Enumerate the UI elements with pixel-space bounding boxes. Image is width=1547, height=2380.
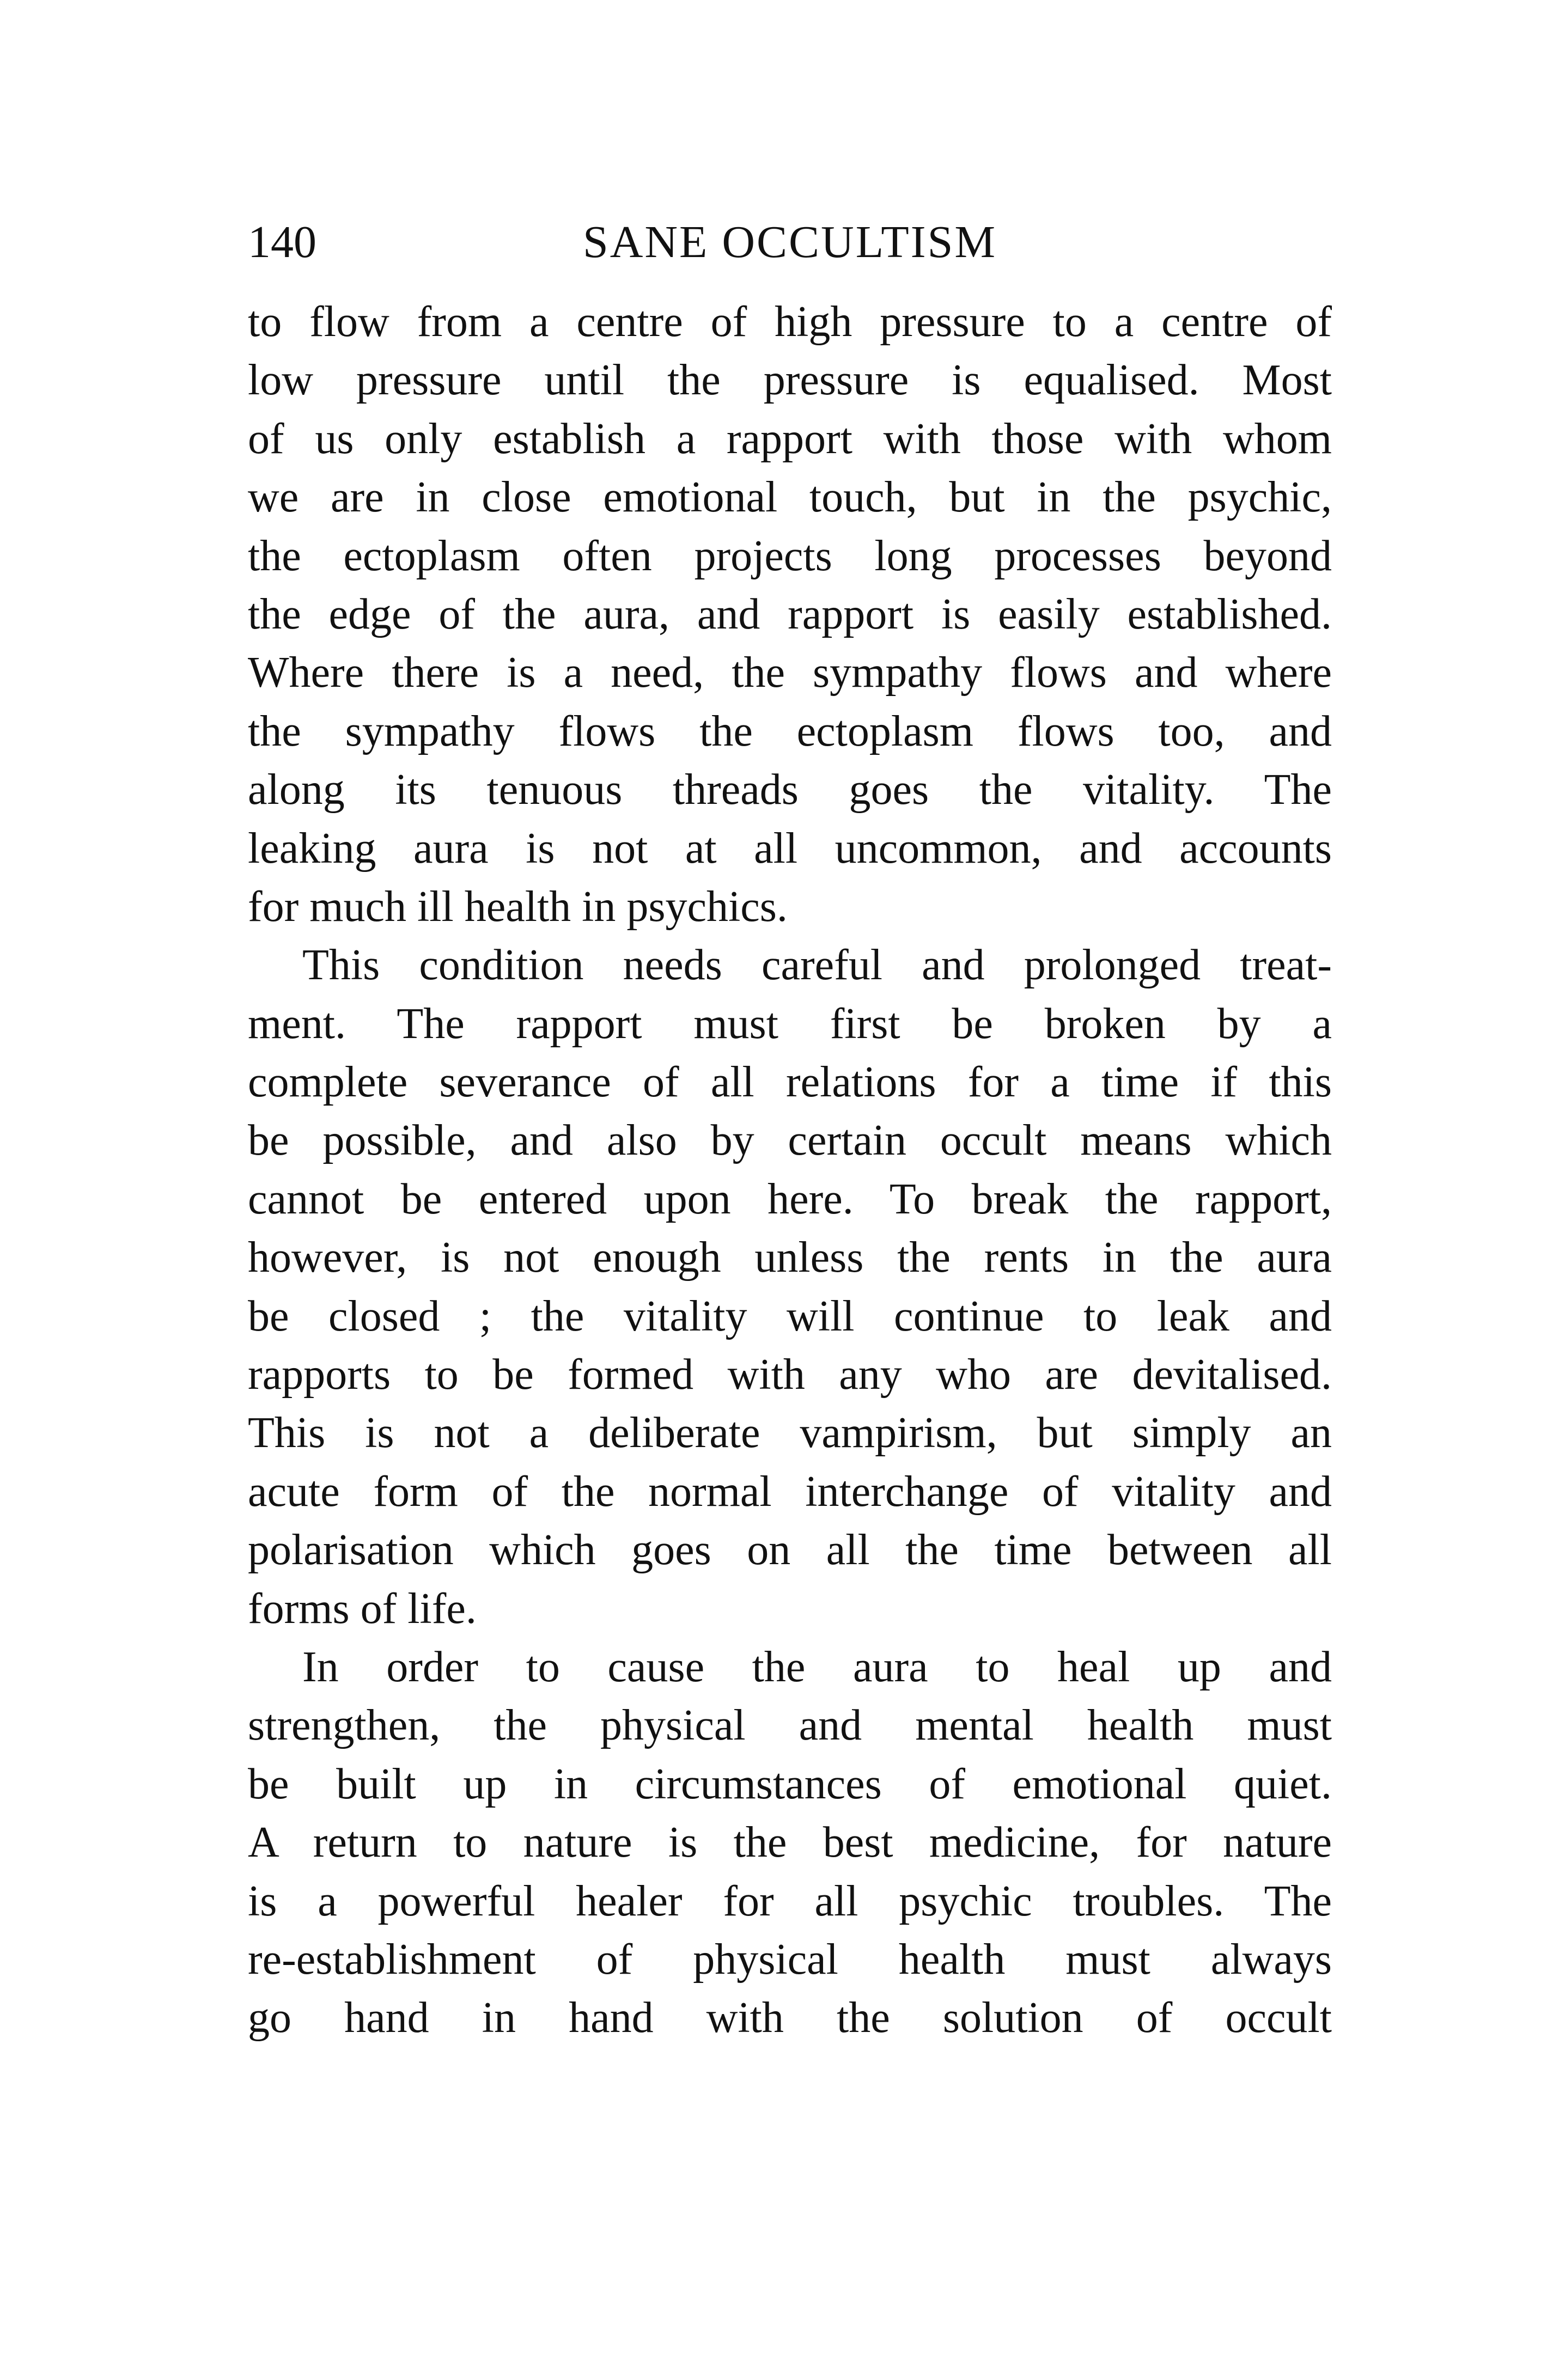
text-line: complete severance of all relations for a time if this — [248, 1058, 1332, 1107]
text-line: be built up in circumstances of emotional quiet. — [248, 1760, 1332, 1808]
text-line: cannot be entered upon here. To break the rapport, — [248, 1175, 1332, 1223]
text-line: the sympathy flows the ectoplasm flows too, and — [248, 707, 1332, 755]
text-line: however, is not enough unless the rents in the aura — [248, 1234, 1332, 1282]
text-line: re-establishment of physical health must always — [248, 1935, 1332, 1984]
text-line: be closed ; the vitality will continue to leak and — [248, 1292, 1332, 1340]
text-line: low pressure until the pressure is equalised. Most — [248, 356, 1332, 405]
page-header — [248, 210, 1332, 275]
text-line: is a powerful healer for all psychic troubles. The — [248, 1877, 1332, 1925]
text-line: the ectoplasm often projects long processes beyond — [248, 532, 1332, 580]
text-line: of us only establish a rapport with those with whom — [248, 414, 1332, 463]
text-line: forms of life. — [248, 1584, 477, 1633]
text-line: acute form of the normal interchange of vitality and — [248, 1467, 1332, 1516]
text-line: A return to nature is the best medicine, for nature — [248, 1818, 1332, 1867]
text-line: for much ill health in psychics. — [248, 882, 788, 931]
running-title: SANE OCCULTISM — [582, 217, 997, 267]
page-number: 140 — [248, 217, 316, 267]
text-line: leaking aura is not at all uncommon, and accounts — [248, 824, 1332, 872]
text-line: strengthen, the physical and mental health must — [248, 1701, 1332, 1750]
text-line: rapports to be formed with any who are devitalised. — [248, 1351, 1332, 1399]
text-line: polarisation which goes on all the time between all — [248, 1526, 1332, 1575]
body-text — [248, 293, 1332, 2048]
text-line: In order to cause the aura to heal up and — [302, 1643, 1332, 1691]
text-line: Where there is a need, the sympathy flows and where — [248, 649, 1332, 697]
text-line: go hand in hand with the solution of occult — [248, 1994, 1332, 2042]
text-line: the edge of the aura, and rapport is easily established. — [248, 590, 1332, 638]
text-line: along its tenuous threads goes the vitality. The — [248, 766, 1332, 814]
text-line: we are in close emotional touch, but in the psychic, — [248, 473, 1332, 522]
text-line: This condition needs careful and prolonged treat- — [302, 941, 1332, 990]
text-line: This is not a deliberate vampirism, but simply an — [248, 1409, 1332, 1457]
text-line: be possible, and also by certain occult means which — [248, 1116, 1332, 1165]
text-line: ment. The rapport must first be broken by a — [248, 999, 1332, 1048]
text-line: to flow from a centre of high pressure to a centre of — [248, 298, 1332, 346]
